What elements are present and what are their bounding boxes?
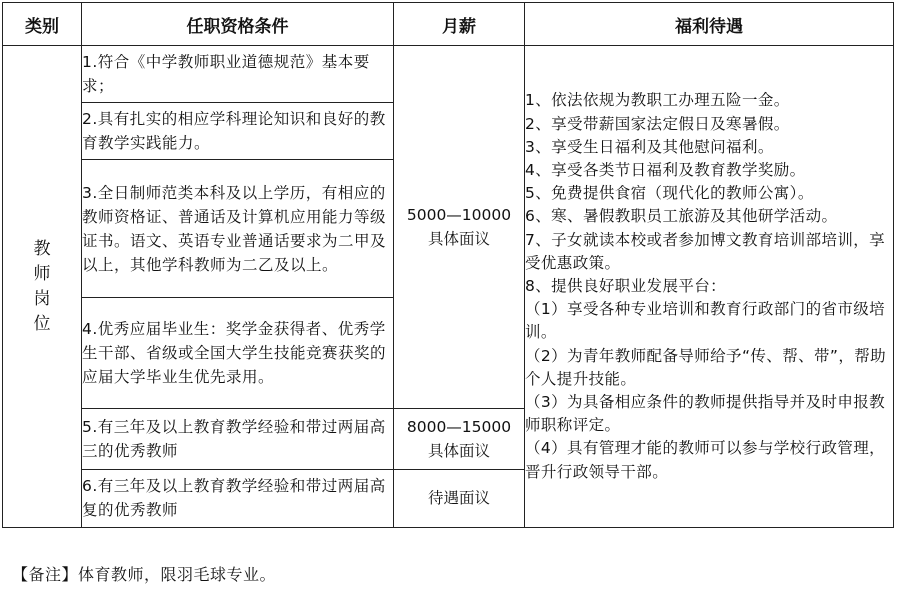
category-char: 岗 bbox=[33, 288, 51, 309]
benefit-item: （3）为具备相应条件的教师提供指导并及时申报教师职称评定。 bbox=[525, 393, 886, 435]
benefit-item: 8、提供良好职业发展平台： bbox=[525, 277, 727, 296]
benefit-item: （4）具有管理才能的教师可以参与学校行政管理，晋升行政领导干部。 bbox=[525, 439, 886, 481]
qualification-5: 5.有三年及以上教育教学经验和带过两届高三的优秀教师 bbox=[82, 409, 394, 469]
header-qualifications: 任职资格条件 bbox=[82, 3, 394, 46]
recruitment-table bbox=[2, 2, 894, 528]
benefit-item: 7、子女就读本校或者参加博文教育培训部培训，享受优惠政策。 bbox=[525, 230, 886, 272]
salary-note: 具体面议 bbox=[427, 230, 490, 249]
benefit-item: （2）为青年教师配备导师给予“传、帮、带”，帮助个人提升技能。 bbox=[525, 346, 887, 388]
salary-note: 待遇面议 bbox=[427, 489, 490, 508]
benefit-item: 4、享受各类节日福利及教育教学奖励。 bbox=[525, 161, 806, 180]
header-row bbox=[3, 3, 894, 46]
salary-cell-1 bbox=[394, 46, 525, 409]
salary-note: 具体面议 bbox=[427, 441, 490, 460]
header-salary: 月薪 bbox=[394, 3, 525, 46]
category-char: 师 bbox=[33, 263, 51, 284]
qualification-6: 6.有三年及以上教育教学经验和带过两届高复的优秀教师 bbox=[82, 469, 394, 527]
benefit-item: 1、依法依规为教职工办理五险一金。 bbox=[525, 91, 790, 110]
salary-range: 8000—15000 bbox=[406, 417, 512, 436]
benefit-item: （1）享受各种专业培训和教育行政部门的省市级培训。 bbox=[525, 300, 886, 342]
benefit-item: 5、免费提供食宿（现代化的教师公寓）。 bbox=[525, 184, 814, 203]
category-cell bbox=[3, 46, 82, 528]
benefit-item: 6、寒、暑假教职员工旅游及其他研学活动。 bbox=[525, 207, 838, 226]
header-category: 类别 bbox=[3, 3, 82, 46]
qualification-3: 3.全日制师范类本科及以上学历，有相应的教师资格证、普通话及计算机应用能力等级证书。语文、英语专业普通话要求为二甲及以上，其他学科教师为二乙及以上。 bbox=[82, 160, 394, 298]
salary-cell-3 bbox=[394, 469, 525, 527]
category-char: 位 bbox=[33, 313, 51, 334]
category-char: 教 bbox=[33, 238, 51, 259]
remark-note: 【备注】体育教师，限羽毛球专业。 bbox=[12, 565, 277, 584]
salary-range: 5000—10000 bbox=[406, 206, 512, 225]
salary-cell-2 bbox=[394, 409, 525, 469]
benefit-item: 3、享受生日福利及其他慰问福利。 bbox=[525, 137, 774, 156]
qualification-4: 4.优秀应届毕业生：奖学金获得者、优秀学生干部、省级或全国大学生技能竞赛获奖的应届大学毕业生优先录用。 bbox=[82, 298, 394, 409]
benefit-item: 2、享受带薪国家法定假日及寒暑假。 bbox=[525, 114, 790, 133]
table-row bbox=[3, 46, 894, 102]
qualification-2: 2.具有扎实的相应学科理论知识和良好的教育教学实践能力。 bbox=[82, 102, 394, 159]
header-benefits: 福利待遇 bbox=[525, 3, 894, 46]
qualification-1: 1.符合《中学教师职业道德规范》基本要求； bbox=[82, 46, 394, 102]
benefits-cell bbox=[525, 46, 894, 528]
